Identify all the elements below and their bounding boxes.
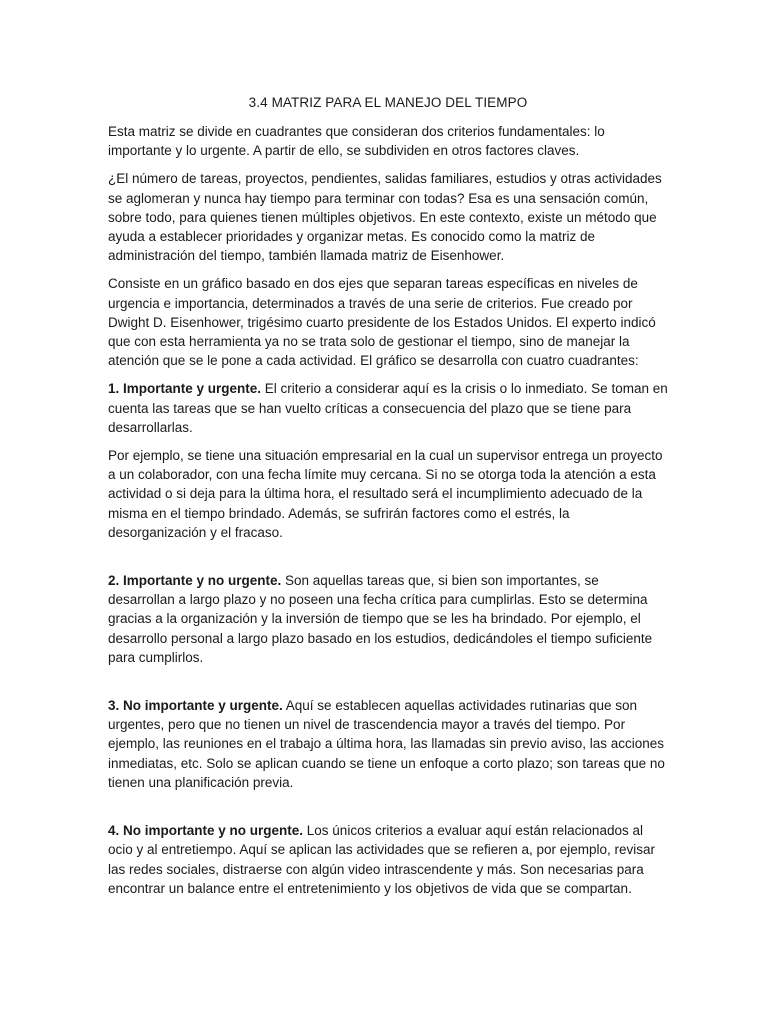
document-title: 3.4 MATRIZ PARA EL MANEJO DEL TIEMPO bbox=[248, 95, 528, 110]
quadrant-4-text: Los únicos criterios a evaluar aquí están relacionados al ocio y al entretiempo. Aquí se aplican las actividades que se refieren a, por ejemplo, revisar las redes sociales, distraerse con algún video intrascendente y más. Son necesarias para encontrar un balance entre el entretenimiento y los objetivos de vida que se compartan. bbox=[108, 823, 656, 896]
question-paragraph: ¿El número de tareas, proyectos, pendientes, salidas familiares, estudios y otras actividades se aglomeran y nunca hay tiempo para terminar con todas? Esa es una sensación común, sobre todo, para quienes tienen múltiples objetivos. En este contexto, existe un método que ayuda a establecer prioridades y organizar metas. Es conocido como la matriz de administración del tiempo, también llamada matriz de Eisenhower. bbox=[108, 171, 662, 264]
quadrant-3-heading: 3. No importante y urgente. bbox=[108, 698, 283, 714]
quadrant-1-heading: 1. Importante y urgente. bbox=[108, 381, 262, 397]
quadrant-2-heading: 2. Importante y no urgente. bbox=[108, 573, 282, 589]
quadrant-2-text: Son aquellas tareas que, si bien son importantes, se desarrollan a largo plazo y no poseen una fecha crítica para cumplirlas. Esto se determina gracias a la organización y la inversión de tiempo que se les ha brindado. Por ejemplo, el desarrollo personal a largo plazo basado en los estudios, dedicándoles el tiempo suficiente para cumplirlos. bbox=[108, 573, 653, 665]
quadrant-3-text: Aquí se establecen aquellas actividades rutinarias que son urgentes, pero que no tienen un nivel de trascendencia mayor a través del tiempo. Por ejemplo, las reuniones en el trabajo a última hora, las llamadas sin previo aviso, las acciones inmediatas, etc. Solo se aplican cuando se tiene un enfoque a corto plazo; son tareas que no tienen una planificación previa. bbox=[108, 698, 665, 790]
quadrant-1-paragraph bbox=[108, 379, 668, 437]
example-paragraph: Por ejemplo, se tiene una situación empresarial en la cual un supervisor entrega un proyecto a un colaborador, con una fecha límite muy cercana. Si no se otorga toda la atención a esta actividad o si deja para la última hora, el resultado será el incumplimiento adecuado de la misma en el tiempo brindado. Además, se sufrirán factores como el estrés, la desorganización y el fracaso. bbox=[108, 448, 663, 540]
description-paragraph: Consiste en un gráfico basado en dos ejes que separan tareas específicas en niveles de urgencia e importancia, determinados a través de una serie de criterios. Fue creado por Dwight D. Eisenhower, trigésimo cuarto presidente de los Estados Unidos. El experto indicó que con esta herramienta ya no se trata solo de gestionar el tiempo, sino de manejar la atención que se le pone a cada actividad. El gráfico se desarrolla con cuatro cuadrantes: bbox=[108, 276, 656, 369]
quadrant-1-text: El criterio a considerar aquí es la crisis o lo inmediato. Se toman en cuenta las tareas que se han vuelto críticas a consecuencia del plazo que se tiene para desarrollarlas. bbox=[108, 381, 668, 435]
quadrant-4-paragraph bbox=[108, 821, 668, 898]
intro-paragraph: Esta matriz se divide en cuadrantes que consideran dos criterios fundamentales: lo importante y lo urgente. A partir de ello, se subdividen en otros factores claves. bbox=[108, 124, 605, 159]
quadrant-4-heading: 4. No importante y no urgente. bbox=[108, 823, 304, 839]
quadrant-3-paragraph bbox=[108, 696, 668, 792]
quadrant-2-paragraph bbox=[108, 571, 668, 667]
